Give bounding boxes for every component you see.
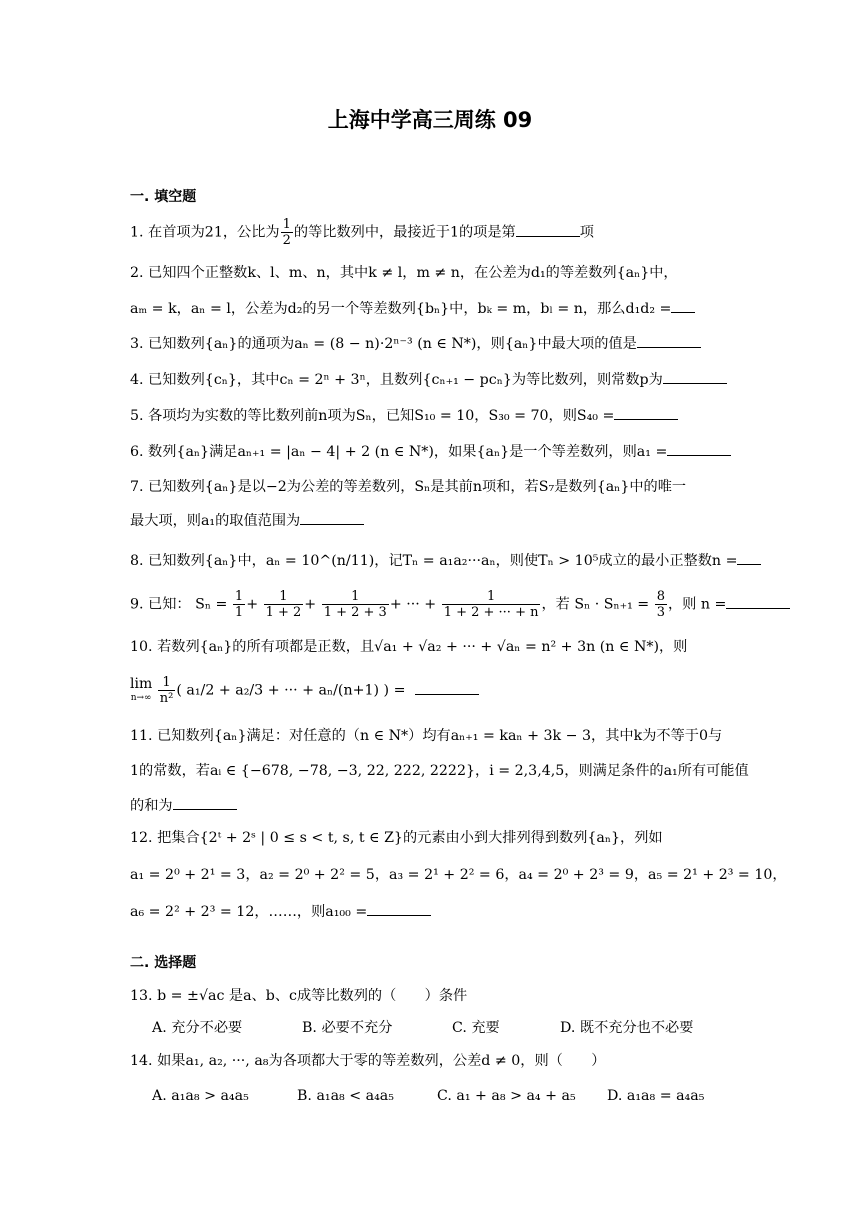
option-b[interactable]: B. 必要不充分 (302, 1020, 393, 1036)
question-2-line-2: aₘ = k，aₙ = l，公差为d₂的另一个等差数列{bₙ}中，bₖ = m，bₗ = n，那么d₁d₂ = (130, 298, 732, 320)
answer-blank (663, 369, 727, 384)
question-8: 8. 已知数列{aₙ}中，aₙ = 10^(n/11)，记Tₙ = a₁a₂···aₙ，则使Tₙ > 10⁵成立的最小正整数n = (130, 550, 732, 572)
page-title: 上海中学高三周练 09 (327, 108, 533, 132)
question-7-line-2: 最大项，则a₁的取值范围为 (130, 510, 732, 532)
question-12-line-1: 12. 把集合{2ᵗ + 2ˢ | 0 ≤ s < t, s, t ∈ Z}的元素由小到大排列得到数列{aₙ}，列如 (130, 830, 663, 846)
answer-blank (300, 510, 364, 525)
question-12-line-2: a₁ = 2⁰ + 2¹ = 3，a₂ = 2⁰ + 2² = 5，a₃ = 2¹ + 2² = 6，a₄ = 2⁰ + 2³ = 9，a₅ = 2¹ + 2³ = 10， (130, 867, 787, 883)
question-2-line-1: 2. 已知四个正整数k、l、m、n，其中k ≠ l，m ≠ n，在公差为d₁的等差数列{aₙ}中， (130, 265, 678, 281)
question-11-line-1: 11. 已知数列{aₙ}满足：对任意的（n ∈ N*）均有aₙ₊₁ = kaₙ + 3k − 3，其中k为不等于0与 (130, 728, 723, 744)
option-d[interactable]: D. a₁a₈ = a₄a₅ (607, 1088, 705, 1104)
answer-blank (737, 550, 761, 565)
q1-text-a: 1. 在首项为 (130, 224, 205, 241)
question-9: 9. 已知： Sₙ = $\frac{1}{1}$ + $\frac{1}{1 + 2}$ + $\frac{1}{1 + 2 + 3}$ + ··· + $\frac{1}{1 + 2 + \cdot\cdot\cdot + n}$ ，若 Sₙ · Sₙ₊₁ = $\frac{8}{3}$ ，则 n = (130, 589, 732, 620)
answer-blank (667, 441, 731, 456)
answer-blank (726, 594, 790, 609)
question-14-options (152, 1085, 754, 1107)
answer-blank (637, 333, 701, 348)
answer-blank (614, 405, 678, 420)
question-10-line-1: 10. 若数列{aₙ}的所有项都是正数，且√a₁ + √a₂ + ··· + √aₙ = n² + 3n (n ∈ N*)，则 (130, 639, 688, 655)
q1-text-c: 的等比数列中，最接近于1的项是第 (293, 224, 516, 241)
question-7-line-1: 7. 已知数列{aₙ}是以−2为公差的等差数列，Sₙ是其前n项和，若S₇是数列{aₙ}中的唯一 (130, 479, 687, 495)
option-c[interactable]: C. 充要 (452, 1020, 500, 1036)
answer-blank (173, 795, 237, 810)
question-11-line-2: 1的常数，若aᵢ ∈ {−678, −78, −3, 22, 222, 2222}，i = 2,3,4,5，则满足条件的a₁所有可能值 (130, 763, 749, 779)
q1-fraction: $\frac{1}{2}$ (282, 217, 291, 248)
question-5: 5. 各项均为实数的等比数列前n项为Sₙ，已知S₁₀ = 10，S₃₀ = 70，则S₄₀ = (130, 405, 732, 427)
option-a[interactable]: A. 充分不必要 (152, 1020, 243, 1036)
option-d[interactable]: D. 既不充分也不必要 (560, 1020, 694, 1036)
question-6: 6. 数列{aₙ}满足aₙ₊₁ = |aₙ − 4| + 2 (n ∈ N*)，如果{aₙ}是一个等差数列，则a₁ = (130, 441, 732, 463)
answer-blank (367, 901, 431, 916)
question-13-stem: 13. b = ±√ac 是a、b、c成等比数列的（ ）条件 (130, 988, 468, 1004)
q1-text-d: 项 (579, 224, 594, 241)
question-1 (130, 217, 732, 248)
question-3: 3. 已知数列{aₙ}的通项为aₙ = (8 − n)·2ⁿ⁻³ (n ∈ N*)，则{aₙ}中最大项的值是 (130, 333, 732, 355)
option-c[interactable]: C. a₁ + a₈ > a₄ + a₅ (437, 1088, 576, 1104)
question-14-stem: 14. 如果a₁, a₂, ···, a₈为各项都大于零的等差数列，公差d ≠ 0，则（ ） (130, 1053, 606, 1069)
option-b[interactable]: B. a₁a₈ < a₄a₅ (297, 1088, 394, 1104)
q1-text-b: 21，公比为 (204, 224, 280, 241)
answer-blank (415, 680, 479, 695)
answer-blank (516, 222, 580, 237)
question-10-line-2: lim n→∞ $\frac{1}{\text{n²}}$ ( a₁/2 + a₂/3 + ··· + aₙ/(n+1) ) = (130, 675, 732, 706)
answer-blank (671, 298, 695, 313)
section-heading-fill-blank: 一. 填空题 (130, 189, 197, 205)
section-heading-multiple-choice: 二. 选择题 (130, 955, 197, 971)
question-11-line-3: 的和为 (130, 795, 732, 817)
option-a[interactable]: A. a₁a₈ > a₄a₅ (152, 1088, 249, 1104)
question-13-options (152, 1017, 754, 1039)
question-4: 4. 已知数列{cₙ}，其中cₙ = 2ⁿ + 3ⁿ，且数列{cₙ₊₁ − pcₙ}为等比数列，则常数p为 (130, 369, 732, 391)
question-12-line-3: a₆ = 2² + 2³ = 12，……，则a₁₀₀ = (130, 901, 732, 923)
